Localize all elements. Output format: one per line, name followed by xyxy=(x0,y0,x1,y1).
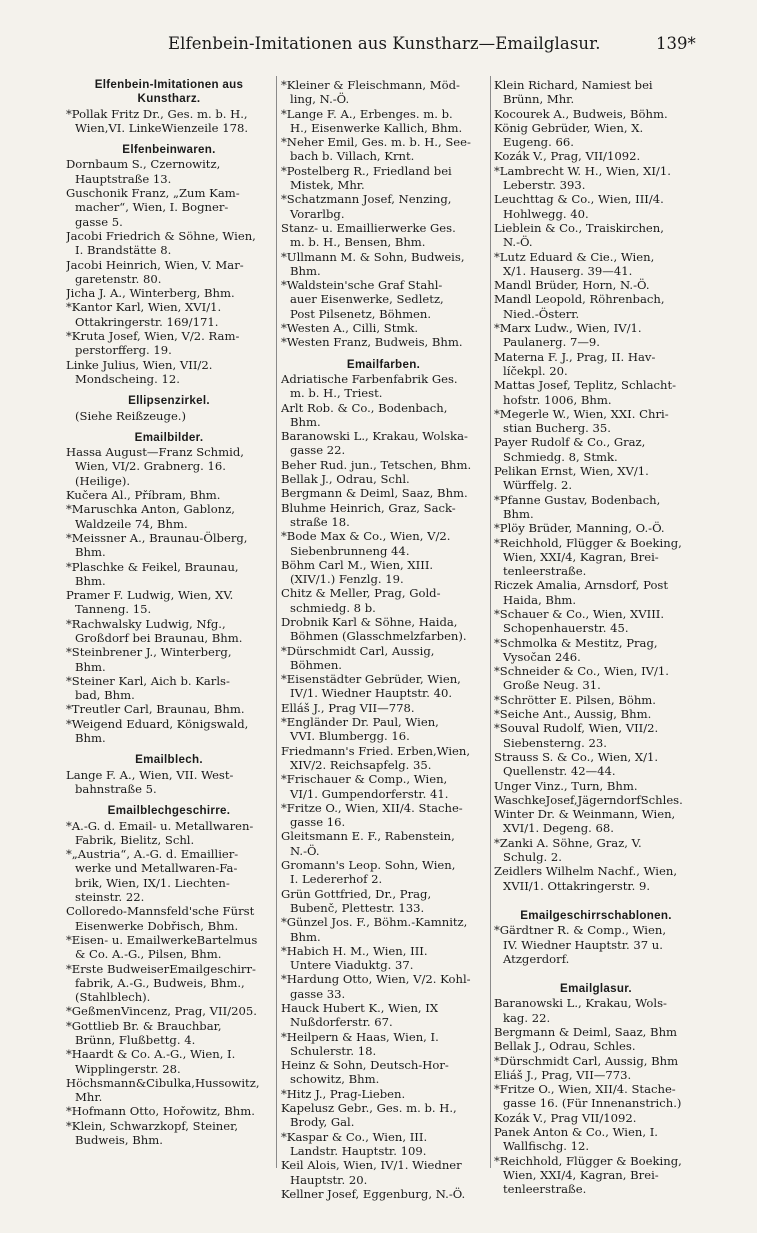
directory-column-1 xyxy=(66,78,272,1147)
directory-entry: *Schauer & Co., Wien, XVIII. xyxy=(494,606,665,621)
directory-entry: *Schneider & Co., Wien, IV/1. xyxy=(494,664,669,679)
entry-continuation: Tanneng. 15. xyxy=(75,602,152,617)
directory-entry: Bergmann & Deiml, Saaz, Bhm xyxy=(494,1025,678,1039)
directory-entry: *Souval Rudolf, Wien, VII/2. xyxy=(494,721,659,736)
entry-continuation: Post Pilsenetz, Böhmen. xyxy=(290,306,432,321)
directory-entry: Guschonik Franz, „Zum Kam- xyxy=(66,186,240,201)
directory-entry: *Kantor Karl, Wien, XVI/1. xyxy=(66,300,222,315)
column-divider xyxy=(276,76,277,1168)
directory-entry: Pelikan Ernst, Wien, XV/1. xyxy=(494,464,649,479)
section-heading: Emailfarben. xyxy=(346,357,421,371)
entry-continuation: tenleerstraße. xyxy=(503,1182,587,1197)
directory-entry: *Fritze O., Wien, XII/4. Stache- xyxy=(281,800,463,815)
entry-continuation: Bhm. xyxy=(75,573,106,588)
directory-entry: Gleitsmann E. F., Rabenstein, xyxy=(281,829,455,844)
directory-entry: Leuchttag & Co., Wien, III/4. xyxy=(494,192,664,207)
directory-entry: *Dürschmidt Carl, Aussig, xyxy=(281,643,435,658)
directory-entry: Colloredo-Mannsfeld'sche Fürst xyxy=(66,904,255,919)
entry-continuation: VVI. Blumbergg. 16. xyxy=(290,729,410,744)
section-heading: Emailglasur. xyxy=(560,982,632,996)
entry-continuation: Mistek, Mhr. xyxy=(290,178,365,193)
entry-continuation: Großdorf bei Braunau, Bhm. xyxy=(75,630,243,645)
directory-entry: Keil Alois, Wien, IV/1. Wiedner xyxy=(281,1158,462,1173)
entry-continuation: schmiedg. 8 b. xyxy=(290,600,376,615)
entry-continuation: Würffelg. 2. xyxy=(503,478,573,493)
section-heading: Emailbilder. xyxy=(134,430,204,444)
entry-continuation: brik, Wien, IX/1. Liechten- xyxy=(75,875,230,890)
directory-entry: *Erste BudweiserEmailgeschirr- xyxy=(66,961,256,976)
entry-continuation: gasse 33. xyxy=(290,986,346,1001)
entry-continuation: Bhm. xyxy=(75,545,106,560)
entry-continuation: straße 18. xyxy=(290,514,350,529)
directory-entry: Grün Gottfried, Dr., Prag, xyxy=(281,886,432,901)
entry-continuation: Paulanerg. 7—9. xyxy=(503,335,600,350)
directory-entry: Mandl Brüder, Horn, N.-Ö. xyxy=(494,278,650,293)
directory-entry: *Plaschke & Feikel, Braunau, xyxy=(66,559,239,574)
entry-continuation: macher“, Wien, I. Bogner- xyxy=(75,200,229,215)
directory-entry: *Lutz Eduard & Cie., Wien, xyxy=(494,249,655,264)
directory-entry: Böhm Carl M., Wien, XIII. xyxy=(281,557,434,572)
entry-continuation: (Siehe Reißzeuge.) xyxy=(75,408,187,423)
entry-continuation: schowitz, Bhm. xyxy=(290,1072,380,1087)
entry-continuation: Bhm. xyxy=(503,506,534,521)
directory-entry: *Hitz J., Prag-Lieben. xyxy=(281,1086,406,1101)
spacer xyxy=(66,745,272,753)
entry-continuation: Mhr. xyxy=(75,1090,103,1105)
directory-entry: Dornbaum S., Czernowitz, xyxy=(66,157,221,172)
entry-continuation: Nied.-Österr. xyxy=(503,306,580,321)
section-heading: Emailblech. xyxy=(135,753,203,767)
entry-continuation: IV/1. Wiedner Hauptstr. 40. xyxy=(290,686,453,701)
entry-continuation: Fabrik, Bielitz, Schl. xyxy=(75,832,195,847)
directory-entry: *Kruta Josef, Wien, V/2. Ram- xyxy=(66,329,240,344)
directory-entry: *GeßmenVincenz, Prag, VII/205. xyxy=(66,1004,257,1019)
directory-entry: *Gärdtner R. & Comp., Wien, xyxy=(494,923,667,938)
spacer xyxy=(494,893,698,901)
directory-entry: Friedmann's Fried. Erben,Wien, xyxy=(281,743,471,758)
directory-entry: Lange F. A., Wien, VII. West- xyxy=(66,767,234,782)
entry-continuation: XIV/2. Reichsapfelg. 35. xyxy=(290,757,432,772)
directory-entry: Mattas Josef, Teplitz, Schlacht- xyxy=(494,378,677,393)
directory-entry: *Günzel Jos. F., Böhm.-Kamnitz, xyxy=(281,915,468,930)
directory-entry: *Postelberg R., Friedland bei xyxy=(281,163,452,178)
entry-continuation: Brünn, Mhr. xyxy=(503,92,575,107)
entry-continuation: Hauptstr. 20. xyxy=(290,1172,368,1187)
directory-entry: Baranowski L., Krakau, Wolska- xyxy=(281,429,468,444)
entry-continuation: Große Neug. 31. xyxy=(503,678,601,693)
entry-continuation: Leberstr. 393. xyxy=(503,178,586,193)
directory-entry: *Habich H. M., Wien, III. xyxy=(281,943,428,958)
directory-entry: *Hofmann Otto, Hořowitz, Bhm. xyxy=(66,1104,255,1119)
directory-entry: Bellak J., Odrau, Schl. xyxy=(281,472,410,487)
page-number: 139* xyxy=(656,34,696,53)
entry-continuation: Bhm. xyxy=(75,731,106,746)
entry-continuation: perstorfferg. 19. xyxy=(75,343,172,358)
directory-entry: *Waldstein'sche Graf Stahl- xyxy=(281,278,443,293)
directory-entry: *Eisen- u. EmailwerkeBartelmus xyxy=(66,932,258,947)
directory-entry: Jacobi Heinrich, Wien, V. Mar- xyxy=(66,257,244,272)
entry-continuation: Brünn, Flußbettg. 4. xyxy=(75,1033,196,1047)
column-divider xyxy=(490,76,491,1168)
directory-entry: Arlt Rob. & Co., Bodenbach, xyxy=(281,400,448,415)
entry-continuation: (XIV/1.) Fenzlg. 19. xyxy=(290,572,404,587)
directory-entry: *Bode Max & Co., Wien, V/2. xyxy=(281,529,451,544)
directory-entry: *Zanki A. Söhne, Graz, V. xyxy=(494,835,642,850)
directory-entry: Baranowski L., Krakau, Wols- xyxy=(494,996,667,1011)
entry-continuation: gasse 22. xyxy=(290,443,346,458)
directory-entry: *Pollak Fritz Dr., Ges. m. b. H., xyxy=(66,106,248,121)
directory-entry: Kozák V., Prag, VII/1092. xyxy=(494,149,641,164)
entry-continuation: Haida, Bhm. xyxy=(503,592,577,607)
entry-continuation: Schopenhauerstr. 45. xyxy=(503,621,629,636)
directory-entry: *Neher Emil, Ges. m. b. H., See- xyxy=(281,135,471,150)
directory-column-3 xyxy=(494,78,698,1197)
directory-entry: Kellner Josef, Eggenburg, N.-Ö. xyxy=(281,1186,466,1201)
directory-entry: *Ullmann M. & Sohn, Budweis, xyxy=(281,249,465,264)
section-heading: Elfenbein-Imitationen aus xyxy=(94,78,244,91)
directory-entry: *Reichhold, Flügger & Boeking, xyxy=(494,535,682,550)
entry-continuation: Wien, VI/2. Grabnerg. 16. xyxy=(75,459,226,474)
entry-continuation: N.-Ö. xyxy=(290,843,320,858)
entry-continuation: líčekpl. 20. xyxy=(503,363,568,378)
entry-continuation: Bhm. xyxy=(290,929,321,944)
spacer xyxy=(66,135,272,143)
entry-continuation: garetenstr. 80. xyxy=(75,271,162,286)
directory-entry: Bergmann & Deiml, Saaz, Bhm. xyxy=(281,486,468,501)
directory-entry: Materna F. J., Prag, II. Hav- xyxy=(494,349,656,364)
directory-entry: Unger Vinz., Turn, Bhm. xyxy=(494,778,638,793)
entry-continuation: (Stahlblech). xyxy=(75,990,151,1005)
directory-entry: *Weigend Eduard, Königswald, xyxy=(66,716,249,731)
directory-entry: *Rachwalsky Ludwig, Nfg., xyxy=(66,616,226,631)
directory-entry: Elláš J., Prag VII—778. xyxy=(281,700,415,715)
entry-continuation: Vorarlbg. xyxy=(290,206,345,221)
directory-entry: Pramer F. Ludwig, Wien, XV. xyxy=(66,588,234,603)
directory-entry: Klein Richard, Namiest bei xyxy=(494,78,653,92)
directory-entry: Höchsmann&Cibulka,Hussowitz, xyxy=(66,1075,260,1090)
entry-continuation: & Co. A.-G., Pilsen, Bhm. xyxy=(75,947,222,962)
directory-entry: *Engländer Dr. Paul, Wien, xyxy=(281,715,439,730)
entry-continuation: I. Brandstätte 8. xyxy=(75,243,172,258)
directory-entry: Stanz- u. Emaillierwerke Ges. xyxy=(281,220,456,235)
entry-continuation: Ottakringerstr. 169/171. xyxy=(75,314,219,329)
directory-entry: *Westen A., Cilli, Stmk. xyxy=(281,321,419,336)
spacer xyxy=(66,796,272,804)
directory-entry: *„Austria“, A.-G. d. Emaillier- xyxy=(66,847,239,862)
entry-continuation: bach b. Villach, Krnt. xyxy=(290,149,415,164)
directory-entry: *Klein, Schwarzkopf, Steiner, xyxy=(66,1118,239,1133)
directory-entry: *Maruschka Anton, Gablonz, xyxy=(66,502,235,517)
directory-entry: *Westen Franz, Budweis, Bhm. xyxy=(281,335,463,350)
directory-entry: *Reichhold, Flügger & Boeking, xyxy=(494,1153,682,1168)
entry-continuation: gasse 16. xyxy=(290,815,346,830)
directory-entry: Hauck Hubert K., Wien, IX xyxy=(281,1001,439,1015)
entry-continuation: Budweis, Bhm. xyxy=(75,1133,163,1148)
entry-continuation: steinstr. 22. xyxy=(75,890,145,905)
entry-continuation: Bubenč, Plettestr. 133. xyxy=(290,900,425,915)
directory-entry: Riczek Amalia, Arnsdorf, Post xyxy=(494,578,669,593)
directory-entry: *Schatzmann Josef, Nenzing, xyxy=(281,192,452,207)
section-heading: Emailblechgeschirre. xyxy=(107,804,231,818)
spacer xyxy=(494,974,698,982)
entry-continuation: Wien, XXI/4, Kagran, Brei- xyxy=(503,1167,659,1182)
directory-entry: Beher Rud. jun., Tetschen, Bhm. xyxy=(281,457,472,472)
entry-continuation: Schulg. 2. xyxy=(503,850,562,865)
directory-entry: Payer Rudolf & Co., Graz, xyxy=(494,435,646,450)
directory-entry: *Lange F. A., Erbenges. m. b. xyxy=(281,106,453,121)
section-heading: Ellipsenzirkel. xyxy=(128,394,210,408)
entry-continuation: IV. Wiedner Hauptstr. 37 u. xyxy=(503,937,663,952)
entry-continuation: tenleerstraße. xyxy=(503,564,587,579)
directory-entry: *A.-G. d. Email- u. Metallwaren- xyxy=(66,818,254,833)
directory-entry: *Steinbrener J., Winterberg, xyxy=(66,645,232,660)
entry-continuation: hofstr. 1006, Bhm. xyxy=(503,392,612,407)
entry-continuation: Wallfischg. 12. xyxy=(503,1139,590,1154)
directory-entry: Kučera Al., Příbram, Bhm. xyxy=(66,488,221,503)
directory-entry: Linke Julius, Wien, VII/2. xyxy=(66,357,213,372)
entry-continuation: Untere Viaduktg. 37. xyxy=(290,958,414,973)
entry-continuation: Quellenstr. 42—44. xyxy=(503,764,616,779)
entry-continuation: ling, N.-Ö. xyxy=(290,92,350,107)
entry-continuation: Hohlwegg. 40. xyxy=(503,206,589,221)
section-heading: Kunstharz. xyxy=(137,92,201,106)
directory-entry: Kapelusz Gebr., Ges. m. b. H., xyxy=(281,1101,457,1116)
spacer xyxy=(66,423,272,431)
entry-continuation: VI/1. Gumpendorferstr. 41. xyxy=(290,786,449,801)
entry-continuation: I. Ledererhof 2. xyxy=(290,872,383,887)
directory-entry: *Frischauer & Comp., Wien, xyxy=(281,772,448,787)
entry-continuation: Böhmen. xyxy=(290,657,342,672)
directory-entry: *Kaspar & Co., Wien, III. xyxy=(281,1129,428,1144)
entry-continuation: Atzgerdorf. xyxy=(503,951,570,966)
spacer xyxy=(494,901,698,909)
directory-entry: *Plöy Brüder, Manning, O.-Ö. xyxy=(494,521,665,536)
entry-continuation: gasse 16. (Für Innenanstrich.) xyxy=(503,1096,682,1111)
entry-continuation: m. b. H., Triest. xyxy=(290,386,383,401)
directory-entry: Lieblein & Co., Traiskirchen, xyxy=(494,220,664,235)
entry-continuation: H., Eisenwerke Kallich, Bhm. xyxy=(290,120,463,135)
directory-entry: *Treutler Carl, Braunau, Bhm. xyxy=(66,702,245,717)
directory-entry: *Schmolka & Mestitz, Prag, xyxy=(494,635,658,650)
entry-continuation: Siebenbrunneng 44. xyxy=(290,543,410,558)
directory-entry: *Schrötter E. Pilsen, Böhm. xyxy=(494,692,656,707)
entry-continuation: auer Eisenwerke, Sedletz, xyxy=(290,292,444,307)
page-header xyxy=(0,34,757,56)
section-heading: Elfenbeinwaren. xyxy=(122,143,216,157)
directory-entry: Bellak J., Odrau, Schles. xyxy=(494,1039,636,1054)
directory-entry: *Meissner A., Braunau-Ölberg, xyxy=(66,530,248,545)
entry-continuation: Eisenwerke Dobřisch, Bhm. xyxy=(75,918,239,933)
directory-entry: *Hardung Otto, Wien, V/2. Kohl- xyxy=(281,972,471,987)
entry-continuation: Wipplingerstr. 28. xyxy=(75,1061,181,1076)
directory-entry: Gromann's Leop. Sohn, Wien, xyxy=(281,858,456,873)
directory-entry: *Dürschmidt Carl, Aussig, Bhm xyxy=(494,1053,679,1068)
entry-continuation: bad, Bhm. xyxy=(75,688,135,703)
directory-entry: Kocourek A., Budweis, Böhm. xyxy=(494,106,668,121)
directory-entry: *Haardt & Co. A.-G., Wien, I. xyxy=(66,1047,236,1062)
entry-continuation: XVI/1. Degeng. 68. xyxy=(503,821,614,836)
directory-column-2 xyxy=(281,78,486,1201)
entry-continuation: N.-Ö. xyxy=(503,235,533,250)
entry-continuation: m. b. H., Bensen, Bhm. xyxy=(290,235,426,250)
directory-entry: Mandl Leopold, Röhrenbach, xyxy=(494,292,665,307)
spacer xyxy=(66,386,272,394)
entry-continuation: bahnstraße 5. xyxy=(75,781,157,796)
entry-continuation: kag. 22. xyxy=(503,1010,551,1025)
entry-continuation: Brody, Gal. xyxy=(290,1115,355,1130)
entry-continuation: Wien,VI. LinkeWienzeile 178. xyxy=(75,120,249,135)
directory-entry: *Fritze O., Wien, XII/4. Stache- xyxy=(494,1082,676,1097)
directory-entry: Bluhme Heinrich, Graz, Sack- xyxy=(281,500,456,515)
directory-entry: *Kleiner & Fleischmann, Möd- xyxy=(281,78,460,92)
entry-continuation: Wien, XXI/4, Kagran, Brei- xyxy=(503,549,659,564)
directory-entry: Jacobi Friedrich & Söhne, Wien, xyxy=(66,228,256,243)
directory-entry: König Gebrüder, Wien, X. xyxy=(494,120,644,135)
entry-continuation: Bhm. xyxy=(75,659,106,674)
directory-entry: *Marx Ludw., Wien, IV/1. xyxy=(494,321,642,336)
directory-entry: *Megerle W., Wien, XXI. Chri- xyxy=(494,406,669,421)
directory-entry: Adriatische Farbenfabrik Ges. xyxy=(281,371,458,386)
entry-continuation: X/1. Hauserg. 39—41. xyxy=(503,263,633,278)
entry-continuation: Mondscheing. 12. xyxy=(75,371,180,386)
entry-continuation: Vysočan 246. xyxy=(503,649,581,664)
directory-entry: Kozák V., Prag VII/1092. xyxy=(494,1110,637,1125)
entry-continuation: Bhm. xyxy=(290,414,321,429)
directory-entry: *Gottlieb Br. & Brauchbar, xyxy=(66,1018,222,1033)
directory-entry: Zeidlers Wilhelm Nachf., Wien, xyxy=(494,864,678,879)
section-heading: Emailgeschirrschablonen. xyxy=(520,908,672,922)
directory-entry: *Pfanne Gustav, Bodenbach, xyxy=(494,492,661,507)
directory-entry: Eliáš J., Prag, VII—773. xyxy=(494,1067,632,1082)
entry-continuation: Bhm. xyxy=(290,263,321,278)
entry-continuation: gasse 5. xyxy=(75,214,123,229)
entry-continuation: werke und Metallwaren-Fa- xyxy=(75,861,238,876)
entry-continuation: Hauptstraße 13. xyxy=(75,171,172,186)
directory-entry: Chitz & Meller, Prag, Gold- xyxy=(281,586,441,601)
directory-entry: *Heilpern & Haas, Wien, I. xyxy=(281,1029,439,1044)
entry-continuation: Siebensterng. 23. xyxy=(503,735,607,750)
directory-entry: *Seiche Ant., Aussig, Bhm. xyxy=(494,707,652,722)
entry-continuation: Eugeng. 66. xyxy=(503,135,574,150)
directory-entry: *Steiner Karl, Aich b. Karls- xyxy=(66,673,230,688)
entry-continuation: (Heilige). xyxy=(75,473,131,488)
spacer xyxy=(494,966,698,974)
entry-continuation: Böhmen (Glasschmelzfarben). xyxy=(290,629,467,644)
entry-continuation: Waldzeile 74, Bhm. xyxy=(75,516,188,531)
running-title: Elfenbein-Imitationen aus Kunstharz—Emailglasur. xyxy=(168,34,601,53)
entry-continuation: Schulerstr. 18. xyxy=(290,1043,377,1058)
entry-continuation: XVII/1. Ottakringerstr. 9. xyxy=(503,878,651,893)
directory-entry: Hassa August—Franz Schmid, xyxy=(66,445,244,460)
spacer xyxy=(281,350,486,358)
entry-continuation: fabrik, A.-G., Budweis, Bhm., xyxy=(75,975,245,990)
directory-entry: Winter Dr. & Weinmann, Wien, xyxy=(494,807,676,822)
directory-entry: *Eisenstädter Gebrüder, Wien, xyxy=(281,672,461,687)
entry-continuation: Nußdorferstr. 67. xyxy=(290,1015,393,1030)
directory-entry: WaschkeJosef,JägerndorfSchles. xyxy=(494,792,683,807)
directory-entry: Heinz & Sohn, Deutsch-Hor- xyxy=(281,1058,449,1073)
entry-continuation: Schmiedg. 8, Stmk. xyxy=(503,449,618,464)
entry-continuation: Landstr. Hauptstr. 109. xyxy=(290,1143,427,1158)
entry-continuation: stian Bucherg. 35. xyxy=(503,421,611,436)
directory-entry: *Lambrecht W. H., Wien, XI/1. xyxy=(494,163,671,178)
directory-entry: Panek Anton & Co., Wien, I. xyxy=(494,1125,658,1140)
directory-entry: Jicha J. A., Winterberg, Bhm. xyxy=(66,286,235,301)
directory-entry: Strauss S. & Co., Wien, X/1. xyxy=(494,749,659,764)
directory-entry: Drobnik Karl & Söhne, Haida, xyxy=(281,614,458,629)
